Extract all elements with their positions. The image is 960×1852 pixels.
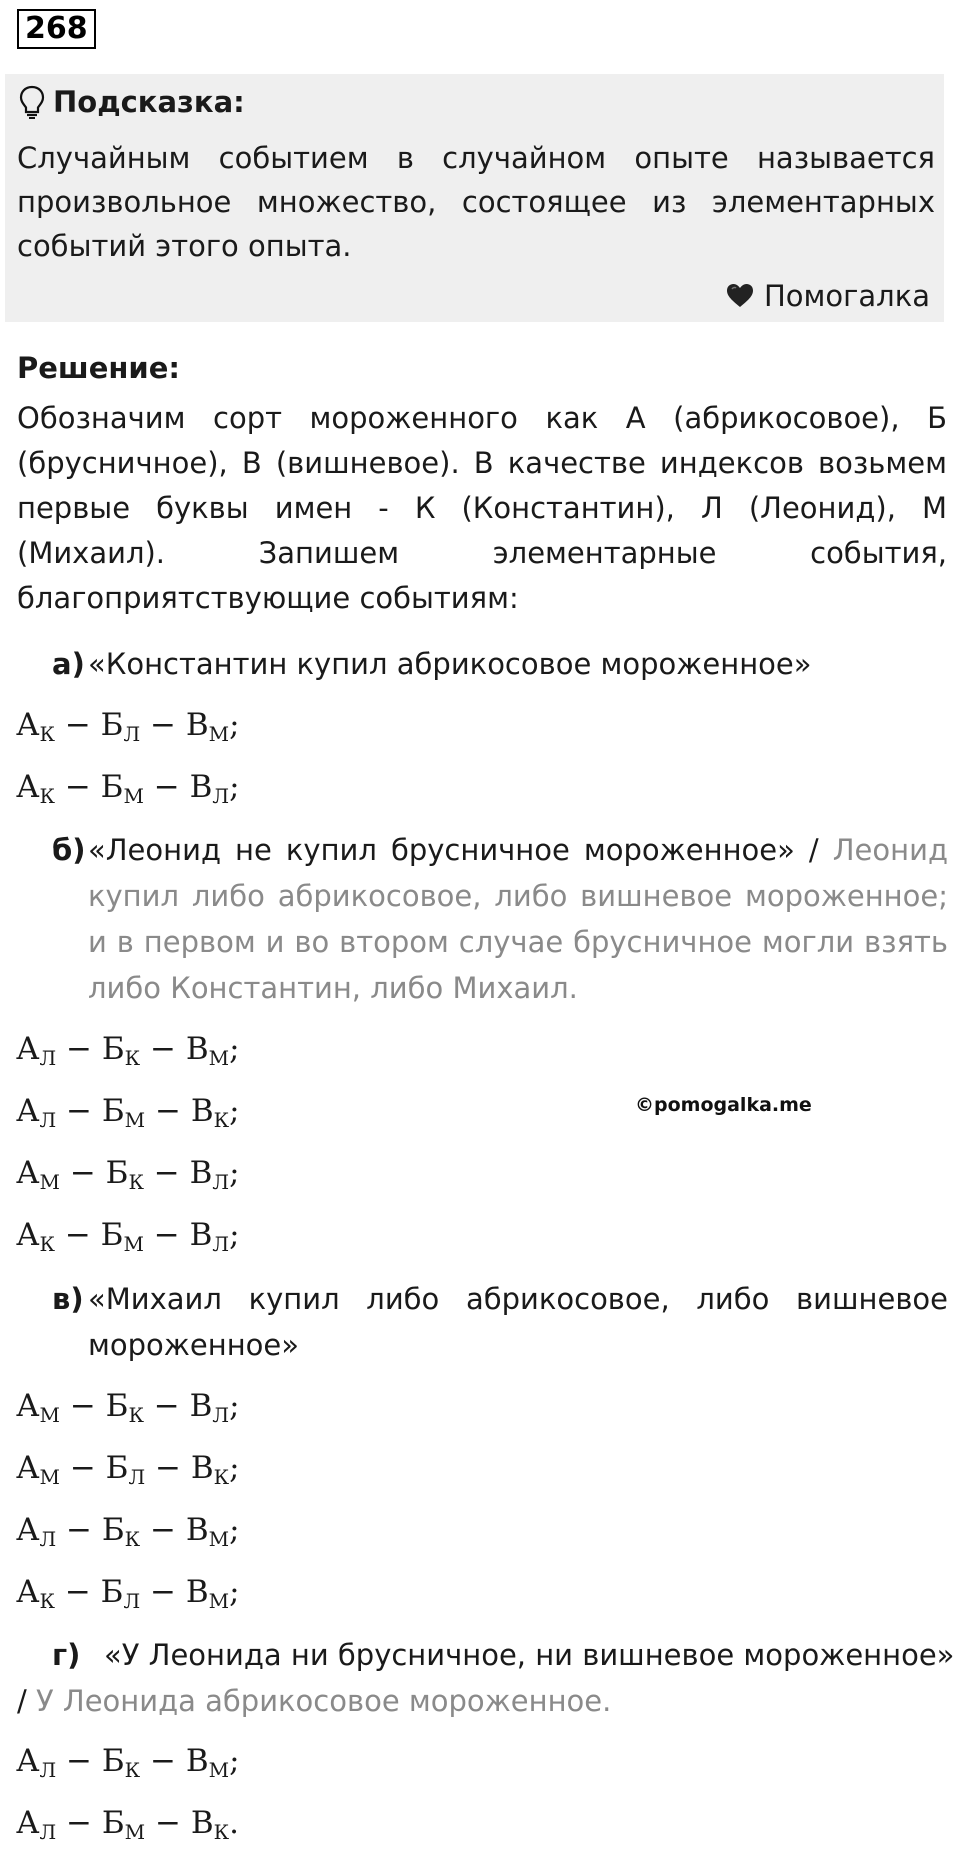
formula-term: $Б_Л$ — [105, 1450, 146, 1489]
formula-dash: − — [64, 707, 91, 743]
formula-term: $Б_К$ — [101, 1512, 141, 1551]
formula-term: $Б_К$ — [105, 1388, 144, 1427]
lightbulb-icon — [19, 85, 45, 119]
formula-term: $А_Л$ — [16, 1512, 57, 1551]
formula-term: $В_Л$ — [189, 1155, 230, 1194]
solution-title: Решение: — [17, 351, 181, 385]
formula-term: $В_М$ — [185, 1743, 230, 1782]
item-a-text: «Константин купил абрикосовое мороженное» — [88, 647, 812, 681]
formula — [16, 1215, 240, 1264]
item-b-label: б) — [52, 833, 86, 867]
formula-end: ; — [229, 707, 240, 743]
formula-term: $В_М$ — [185, 1574, 230, 1613]
formula-term: $А_К$ — [16, 1217, 55, 1256]
item-g-label: г) — [52, 1638, 81, 1672]
formula-term: $Б_М$ — [101, 1093, 146, 1132]
formula-end: ; — [229, 1217, 240, 1253]
formula-dash: − — [69, 1155, 96, 1191]
formula-term: $В_М$ — [185, 1031, 230, 1070]
formula-term: $А_К$ — [16, 1574, 55, 1613]
formula-term: $А_М$ — [16, 1155, 60, 1194]
formula-dash: − — [69, 1450, 96, 1486]
formula — [16, 1448, 240, 1497]
formula-term: $В_М$ — [185, 1512, 230, 1551]
item-g-slash: / — [17, 1684, 36, 1718]
task-number: 268 — [17, 9, 96, 49]
formula-dash: − — [150, 707, 176, 743]
formula-term: $Б_Л$ — [100, 707, 141, 746]
formula-dash: − — [155, 1805, 181, 1841]
formula-dash: − — [153, 1217, 180, 1253]
formula-dash: − — [155, 1450, 181, 1486]
formula-term: $А_Л$ — [16, 1805, 57, 1844]
formula-end: ; — [229, 1574, 240, 1610]
formula-end: ; — [229, 1388, 240, 1424]
item-b-note: Леонид купил либо абрикосовое, либо вишневое мороженное; и в первом и во втором случае брусничное могли взять либо Константин, либо Михаил. — [88, 833, 948, 1005]
formula-dash: − — [153, 769, 180, 805]
formula-dash: − — [69, 1388, 96, 1424]
formula-term: $А_Л$ — [16, 1093, 57, 1132]
formula-term: $А_М$ — [16, 1388, 60, 1427]
heart-icon — [726, 283, 754, 309]
formula-dash: − — [66, 1093, 93, 1129]
formula-dash: − — [64, 1217, 91, 1253]
formula-end: ; — [229, 769, 240, 805]
item-a-label: а) — [52, 647, 85, 681]
formula-end: ; — [229, 1450, 240, 1486]
formula — [16, 1510, 240, 1559]
formula-term: $Б_К$ — [101, 1743, 141, 1782]
hint-title: Подсказка: — [53, 85, 245, 119]
formula-term: $А_М$ — [16, 1450, 60, 1489]
formula-term: $Б_К$ — [105, 1155, 144, 1194]
formula-term: $В_К$ — [190, 1093, 230, 1132]
formula — [16, 767, 240, 816]
formula-dash: − — [150, 1512, 176, 1548]
item-g-note: У Леонида абрикосовое мороженное. — [36, 1684, 612, 1718]
formula-term: $В_К$ — [190, 1450, 230, 1489]
item-g-text: «У Леонида ни брусничное, ни вишневое мороженное» — [104, 1638, 955, 1672]
formula-dash: − — [66, 1031, 93, 1067]
item-g-second-line — [17, 1678, 948, 1724]
formula-dash: − — [155, 1093, 181, 1129]
item-v-label: в) — [52, 1282, 84, 1316]
item-g — [17, 1632, 955, 1724]
formula-dash: − — [150, 1574, 176, 1610]
formula-dash: − — [150, 1031, 176, 1067]
formula-end: ; — [229, 1031, 240, 1067]
formula-dash: − — [64, 1574, 91, 1610]
formula-term: $В_Л$ — [189, 1217, 230, 1256]
formula-term: $А_К$ — [16, 707, 55, 746]
formula-term: $А_Л$ — [16, 1743, 57, 1782]
formula-term: $А_К$ — [16, 769, 55, 808]
hint-box — [5, 74, 944, 322]
formula-term: $В_К$ — [190, 1805, 230, 1844]
item-v-text: «Михаил купил либо абрикосовое, либо вишневое мороженное» — [88, 1282, 948, 1362]
formula — [16, 705, 240, 754]
formula-end: ; — [229, 1093, 240, 1129]
watermark: ©pomogalka.me — [635, 1094, 812, 1116]
brand-link[interactable] — [726, 278, 930, 314]
formula-dash: − — [150, 1743, 176, 1779]
formula-term: $В_Л$ — [189, 1388, 230, 1427]
formula — [16, 1572, 240, 1621]
formula-term: $А_Л$ — [16, 1031, 57, 1070]
hint-text: Случайным событием в случайном опыте называется произвольное множество, состоящее из элементарных событий этого опыта. — [17, 141, 935, 263]
formula-end: ; — [229, 1512, 240, 1548]
formula-term: $В_М$ — [185, 707, 230, 746]
formula-dash: − — [153, 1388, 180, 1424]
item-b — [52, 827, 948, 1011]
formula-dash: − — [66, 1805, 93, 1841]
item-b-content — [88, 827, 948, 1011]
formula-dash: − — [66, 1512, 93, 1548]
formula-term: $Б_Л$ — [100, 1574, 141, 1613]
formula — [16, 1029, 240, 1078]
formula-end: . — [229, 1805, 239, 1841]
solution-intro: Обозначим сорт мороженного как А (абрикосовое), Б (брусничное), В (вишневое). В качестве индексов возьмем первые буквы имен - К (Константин), Л (Леонид), М (Михаил). Запишем элементарные события, благоприятствующие событиям: — [17, 401, 947, 615]
formula-end: ; — [229, 1155, 240, 1191]
formula — [16, 1153, 240, 1202]
formula — [16, 1091, 240, 1140]
formula-term: $Б_М$ — [100, 1217, 144, 1256]
item-b-text: «Леонид не купил брусничное мороженное» / — [88, 833, 833, 867]
formula-end: ; — [229, 1743, 240, 1779]
formula-term: $Б_К$ — [101, 1031, 141, 1070]
item-a — [52, 641, 948, 687]
formula-dash: − — [64, 769, 91, 805]
formula-term: $Б_М$ — [101, 1805, 146, 1844]
item-g-line — [17, 1632, 955, 1678]
formula — [16, 1386, 240, 1435]
formula-term: $В_Л$ — [189, 769, 230, 808]
brand-label: Помогалка — [764, 279, 930, 313]
item-v — [52, 1276, 948, 1368]
formula-term: $Б_М$ — [100, 769, 144, 808]
formula — [16, 1741, 240, 1790]
formula-dash: − — [66, 1743, 93, 1779]
formula-dash: − — [153, 1155, 180, 1191]
formula — [16, 1803, 239, 1852]
hint-header — [19, 86, 245, 118]
